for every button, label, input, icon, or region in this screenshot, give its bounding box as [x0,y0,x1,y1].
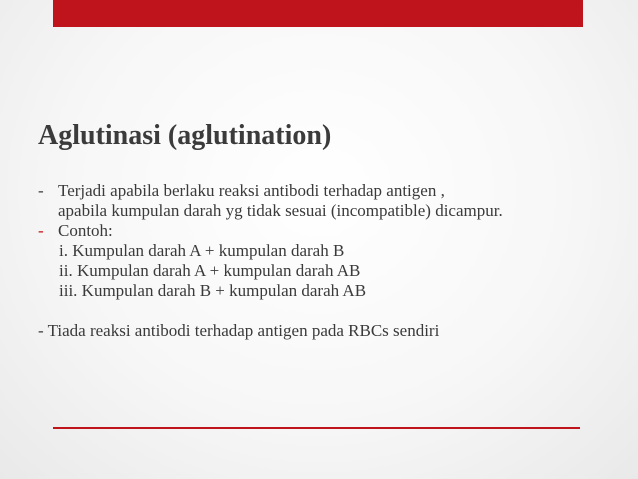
bullet-1-text-line1: Terjadi apabila berlaku reaksi antibodi terhadap antigen , [58,181,445,200]
top-accent-bar [53,0,583,27]
slide-body [38,181,628,341]
bullet-marker: - [38,221,44,240]
bullet-2 [38,221,628,241]
example-item: i. Kumpulan darah A + kumpulan darah B [59,241,345,260]
note-text: - Tiada reaksi antibodi terhadap antigen pada RBCs sendiri [38,321,440,340]
example-item: ii. Kumpulan darah A + kumpulan darah AB [59,261,361,280]
bullet-marker: - [38,181,44,200]
spacer [38,301,628,321]
bullet-2-text: Contoh: [58,221,113,240]
example-item: iii. Kumpulan darah B + kumpulan darah AB [59,281,367,300]
bottom-divider [53,427,580,429]
bullet-1 [38,181,628,201]
bullet-1-continuation: apabila kumpulan darah yg tidak sesuai (incompatible) dicampur. [58,201,503,220]
slide-title: Aglutinasi (aglutination) [38,120,332,151]
